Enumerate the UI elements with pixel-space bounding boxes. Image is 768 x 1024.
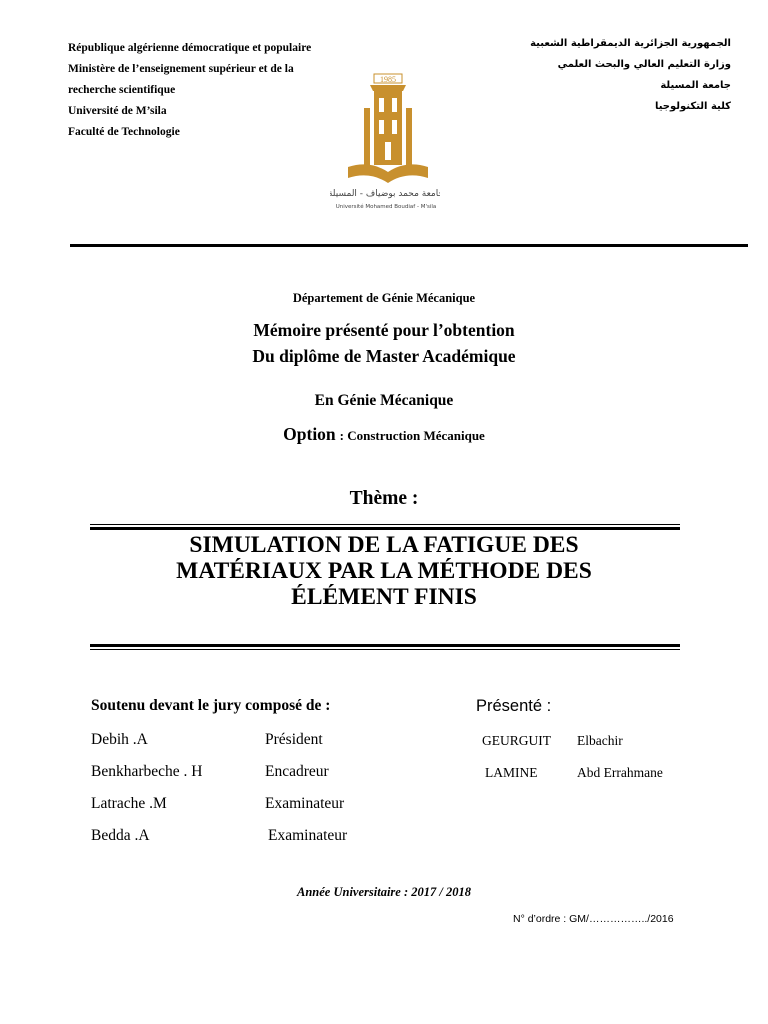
header-ar-line-2: وزارة التعليم العالي والبحث العلمي	[557, 59, 731, 70]
jury-member-role: Examinateur	[265, 795, 345, 812]
academic-year: Année Universitaire : 2017 / 2018	[297, 885, 471, 899]
logo-year: 1985	[380, 75, 396, 84]
order-number: N° d’ordre : GM/……………../2016	[513, 913, 674, 925]
title-rule-bottom-thin	[90, 649, 680, 650]
logo-latin-name: Université Mohamed Boudiaf - M'sila	[335, 204, 437, 210]
jury-member-role: Président	[265, 731, 323, 748]
title-line-3: ÉLÉMENT FINIS	[291, 584, 477, 610]
jury-member-name: Latrache .M	[91, 795, 167, 812]
logo-arabic-name: جامعة محمد بوضياف - المسيلة	[330, 189, 440, 199]
title-line-1: SIMULATION DE LA FATIGUE DES	[189, 532, 579, 558]
student-first-name: Elbachir	[577, 733, 623, 748]
header-fr-line-3: recherche scientifique	[68, 84, 176, 96]
header-ar-line-1: الجمهورية الجزائرية الديمقراطية الشعبية	[530, 38, 731, 49]
presented-heading: Présenté :	[476, 697, 552, 715]
department-label: Département de Génie Mécanique	[292, 291, 476, 305]
jury-member-name: Debih .A	[91, 731, 148, 748]
university-logo-graphic	[330, 72, 440, 214]
memoire-line-1: Mémoire présenté pour l’obtention	[253, 320, 515, 340]
jury-member-role: Examinateur	[268, 827, 348, 844]
jury-member-name: Benkharbeche . H	[91, 763, 203, 780]
header-fr-line-4: Université de M’sila	[68, 105, 167, 117]
header-fr-line-2: Ministère de l’enseignement supérieur et de la	[68, 63, 294, 75]
title-line-2: MATÉRIAUX PAR LA MÉTHODE DES	[176, 558, 592, 584]
specialty-label: En Génie Mécanique	[314, 392, 454, 409]
option-label: Option	[283, 424, 336, 444]
memoire-line-2: Du diplôme de Master Académique	[252, 346, 516, 366]
student-first-name: Abd Errahmane	[577, 765, 663, 780]
jury-heading: Soutenu devant le jury composé de :	[91, 697, 331, 714]
jury-member-name: Bedda .A	[91, 827, 150, 844]
jury-member-role: Encadreur	[265, 763, 329, 780]
university-logo	[330, 72, 440, 214]
header-divider	[70, 244, 748, 247]
header-ar-line-3: جامعة المسيلة	[660, 80, 731, 91]
option-line	[0, 424, 768, 445]
title-rule-top-thick	[90, 527, 680, 530]
title-rule-top-thin	[90, 524, 680, 525]
option-value: : Construction Mécanique	[339, 428, 485, 443]
student-last-name: GEURGUIT	[482, 733, 551, 748]
student-last-name: LAMINE	[485, 765, 538, 780]
title-rule-bottom-thick	[90, 644, 680, 647]
theme-label: Thème :	[349, 488, 419, 509]
header-ar-line-4: كلية التكنولوجيا	[654, 101, 731, 112]
header-fr-line-5: Faculté de Technologie	[68, 126, 180, 138]
memoire-title	[0, 532, 768, 610]
header-fr-line-1: République algérienne démocratique et populaire	[68, 42, 312, 54]
